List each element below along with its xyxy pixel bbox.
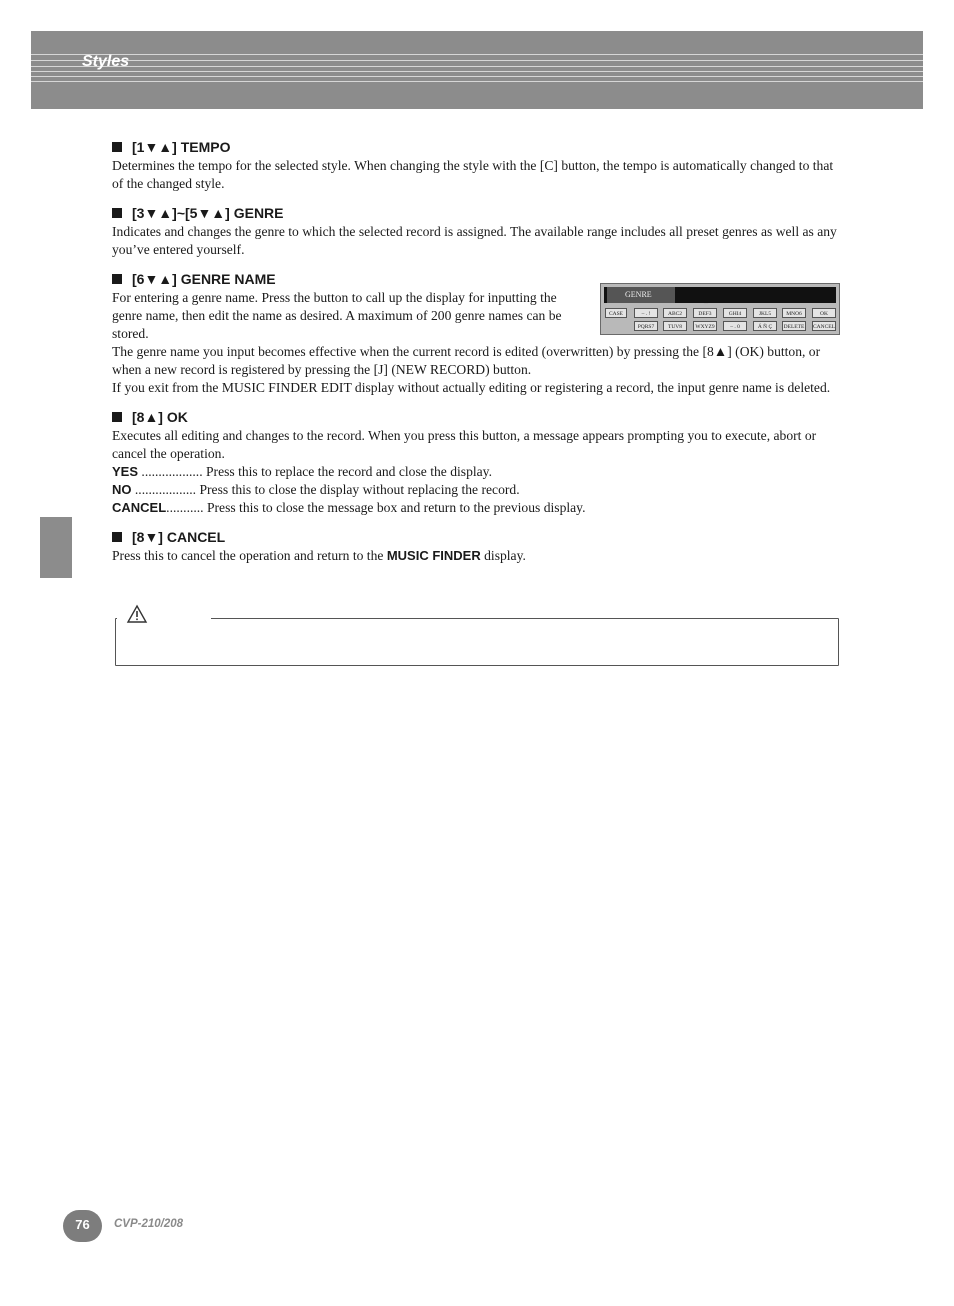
screenshot-key: DEF3: [693, 308, 717, 318]
option-desc: Press this to close the display without replacing the record.: [199, 482, 520, 497]
square-bullet-icon: [112, 208, 122, 218]
section-heading: [6▼▲] GENRE NAME: [132, 271, 276, 287]
header-rule: [31, 71, 923, 72]
header-band: [31, 31, 923, 109]
section-body: [112, 547, 840, 565]
option-row: [112, 481, 840, 499]
header-rule: [31, 66, 923, 67]
square-bullet-icon: [112, 274, 122, 284]
screenshot-key: OK: [812, 308, 836, 318]
screenshot-key: WXYZ9: [693, 321, 717, 331]
section-heading: [8▼] CANCEL: [132, 529, 226, 545]
screenshot-key: PQRS7: [634, 321, 658, 331]
screenshot-key: MNO6: [782, 308, 806, 318]
option-leader: ...........: [166, 500, 207, 515]
section-heading: [1▼▲] TEMPO: [132, 139, 231, 155]
option-row: [112, 463, 840, 481]
square-bullet-icon: [112, 532, 122, 542]
model-name: CVP-210/208: [114, 1218, 184, 1230]
header-rule: [31, 76, 923, 77]
option-key: YES: [112, 464, 139, 479]
section-body: If you exit from the MUSIC FINDER EDIT display without actually editing or registering a record, the input genre name is deleted.: [112, 380, 831, 395]
section-ok: [112, 407, 840, 517]
screenshot-key: ABC2: [663, 308, 687, 318]
section-cancel: [112, 527, 840, 565]
section-heading: [3▼▲]~[5▼▲] GENRE: [132, 205, 284, 221]
section-body: Executes all editing and changes to the record. When you press this button, a message appears prompting you to execute, abort or cancel the operation.: [112, 428, 817, 461]
option-row: [112, 499, 840, 517]
screenshot-key: GHI4: [723, 308, 747, 318]
header-rule: [31, 60, 923, 61]
screenshot-key: – . !: [634, 308, 658, 318]
screenshot-key: DELETE: [782, 321, 806, 331]
square-bullet-icon: [112, 142, 122, 152]
section-body: Determines the tempo for the selected style. When changing the style with the [C] button, the tempo is automatically changed to that of the changed style.: [112, 158, 834, 191]
section-genre-name: [112, 269, 840, 397]
header-rule: [31, 54, 923, 55]
screenshot-key: TUV8: [663, 321, 687, 331]
screenshot-key: CASE: [605, 308, 627, 318]
option-key: CANCEL: [112, 500, 167, 515]
body-text: display.: [480, 548, 526, 563]
option-leader: ..................: [138, 464, 206, 479]
section-body: The genre name you input becomes effective when the current record is edited (overwritten) by pressing the [8▲] (OK) button, or when a new record is registered by pressing the [J] (NEW RECORD) button.: [112, 344, 821, 377]
screenshot-key: Á Ñ Ç: [753, 321, 777, 331]
warning-triangle-icon: [126, 604, 148, 624]
square-bullet-icon: [112, 412, 122, 422]
caution-box: [115, 604, 839, 667]
caution-frame: [115, 618, 839, 666]
screenshot-key: – . 0: [723, 321, 747, 331]
option-desc: Press this to replace the record and close the display.: [205, 464, 492, 479]
chapter-thumb-tab: [40, 517, 72, 578]
section-genre: [112, 203, 840, 259]
header-rule: [31, 81, 923, 82]
body-bold-text: MUSIC FINDER: [386, 548, 481, 563]
section-body: For entering a genre name. Press the button to call up the display for inputting the genre name, then edit the name as desired. A maximum of 200 genre names can be stored.: [112, 290, 562, 341]
option-desc: Press this to close the message box and return to the previous display.: [206, 500, 586, 515]
body-text: Press this to cancel the operation and return to the: [112, 548, 387, 563]
screenshot-label: GENRE: [607, 287, 675, 303]
option-key: NO: [112, 482, 132, 497]
screenshot-cursor: _: [704, 296, 708, 305]
section-heading: [8▲] OK: [132, 409, 188, 425]
screenshot-title-bar: [604, 287, 836, 303]
section-body: Indicates and changes the genre to which the selected record is assigned. The available range includes all preset genres as well as any you’ve entered yourself.: [112, 224, 837, 257]
page-section-title: Styles: [82, 53, 130, 70]
option-leader: ..................: [131, 482, 200, 497]
page-number: 76: [63, 1210, 102, 1242]
main-content: [112, 137, 840, 575]
screenshot-key: CANCEL: [812, 321, 836, 331]
section-tempo: [112, 137, 840, 193]
screenshot-key: JKL5: [753, 308, 777, 318]
genre-input-screenshot: [600, 283, 840, 335]
